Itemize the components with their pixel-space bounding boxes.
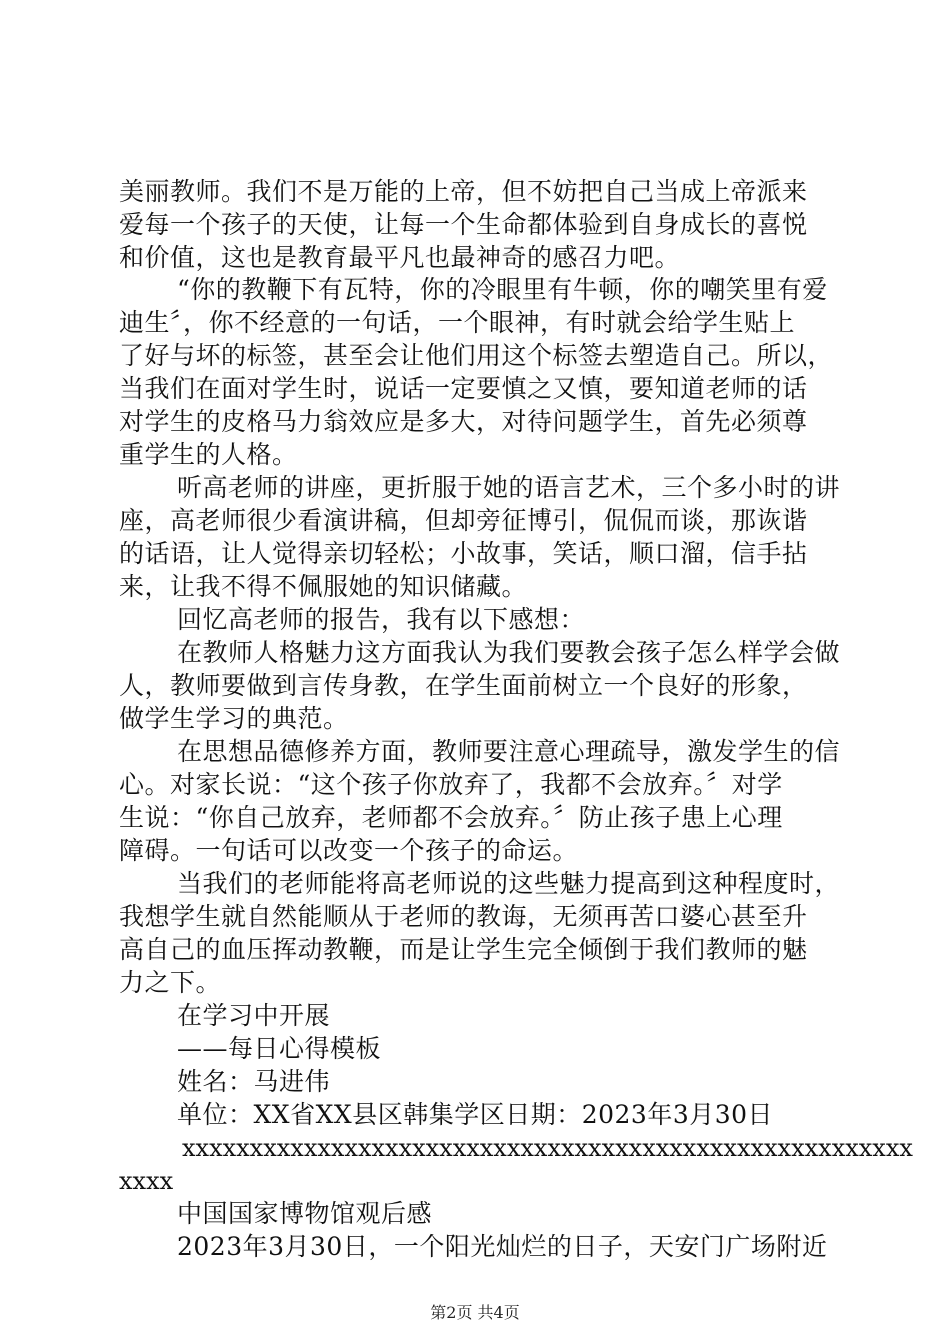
text-line: 力之下。 (119, 968, 222, 997)
text-line: 爱每一个孩子的天使，让每一个生命都体验到自身成长的喜悦 (119, 210, 808, 239)
subtitle: ——每日心得模板 (177, 1034, 382, 1063)
text-line: 做学生学习的典范。 (119, 704, 349, 733)
text-line: 我想学生就自然能顺从于老师的教诲，无须再苦口婆心甚至升 (119, 902, 808, 931)
text-line: 美丽教师。我们不是万能的上帝，但不妨把自己当成上帝派来 (119, 177, 808, 206)
text-line: 重学生的人格。 (119, 440, 298, 469)
author-unit-date: 单位：XX省XX县区韩集学区日期：2023年3月30日 (177, 1100, 774, 1129)
separator-line: xxxxxxxxxxxxxxxxxxxxxxxxxxxxxxxxxxxxxxxxxxxxxxxxxxxxxx (182, 1134, 913, 1162)
text-line: 当我们的老师能将高老师说的这些魅力提高到这种程度时， (177, 869, 841, 898)
text-line: 人，教师要做到言传身教，在学生面前树立一个良好的形象， (119, 671, 808, 700)
separator-line: xxxx (119, 1167, 174, 1195)
text-line: 回忆高老师的报告，我有以下感想： (177, 605, 586, 634)
text-line: 当我们在面对学生时，说话一定要慎之又慎，要知道老师的话 (119, 374, 808, 403)
text-line: 2023年3月30日，一个阳光灿烂的日子，天安门广场附近 (177, 1232, 828, 1261)
text-line: 了好与坏的标签，甚至会让他们用这个标签去塑造自己。所以， (119, 341, 834, 370)
text-line: 障碍。一句话可以改变一个孩子的命运。 (119, 836, 579, 865)
text-line: 在教师人格魅力这方面我认为我们要教会孩子怎么样学会做 (177, 638, 841, 667)
text-line: 高自己的血压挥动教鞭，而是让学生完全倾倒于我们教师的魅 (119, 935, 808, 964)
text-line: 在思想品德修养方面，教师要注意心理疏导，激发学生的信 (177, 737, 841, 766)
text-line: 对学生的皮格马力翁效应是多大，对待问题学生，首先必须尊 (119, 407, 808, 436)
section-heading: 在学习中开展 (177, 1001, 331, 1030)
text-line: 生说：“你自己放弃，老师都不会放弃。〞防止孩子患上心理 (119, 803, 783, 832)
author-name: 姓名：马进伟 (177, 1067, 331, 1096)
text-line: 座，高老师很少看演讲稿，但却旁征博引，侃侃而谈，那诙谐 (119, 506, 808, 535)
text-line: 的话语，让人觉得亲切轻松；小故事，笑话，顺口溜，信手拈 (119, 539, 808, 568)
essay-title: 中国国家博物馆观后感 (177, 1199, 433, 1228)
text-line: 迪生〞，你不经意的一句话，一个眼神，有时就会给学生贴上 (119, 308, 796, 337)
text-line: 听高老师的讲座，更折服于她的语言艺术，三个多小时的讲 (177, 473, 841, 502)
text-line: “你的教鞭下有瓦特，你的冷眼里有牛顿，你的嘲笑里有爱 (177, 275, 828, 304)
text-line: 来，让我不得不佩服她的知识储藏。 (119, 572, 528, 601)
page-footer: 第2页 共4页 (430, 1303, 520, 1322)
text-line: 和价值，这也是教育最平凡也最神奇的感召力吧。 (119, 243, 681, 272)
text-line: 心。对家长说：“这个孩子你放弃了，我都不会放弃。〞对学 (119, 770, 783, 799)
